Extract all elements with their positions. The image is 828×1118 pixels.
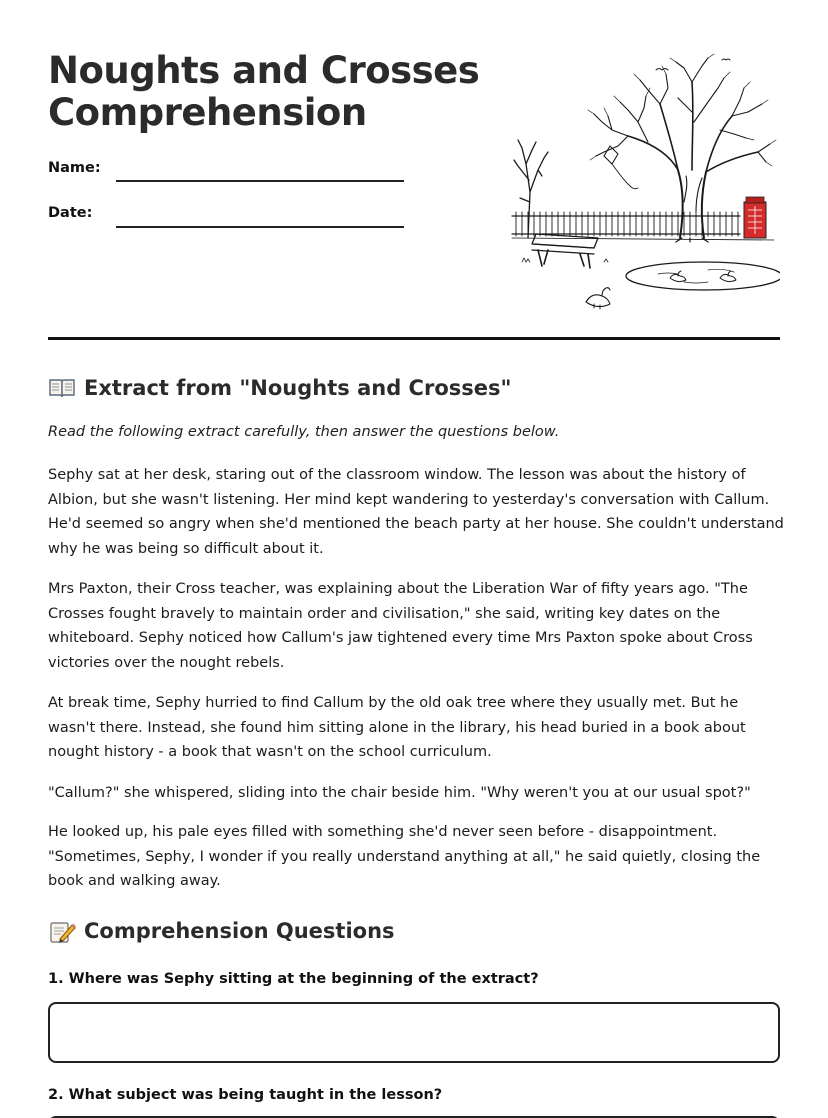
- extract-paragraph-5: He looked up, his pale eyes filled with something she'd never seen before - disappointment. "Sometimes, Sephy, I wonder if you really understand anything at all," he said quietly, closing the book and walking away.: [48, 824, 761, 889]
- extract-paragraph-4: "Callum?" she whispered, sliding into the chair beside him. "Why weren't you at our usual spot?": [48, 785, 751, 801]
- question-1-label: 1. Where was Sephy sitting at the beginning of the extract?: [48, 971, 539, 987]
- page-title: Noughts and Crosses Comprehension: [48, 49, 480, 134]
- questions-heading: [48, 919, 395, 943]
- question-1-answer-box[interactable]: [48, 1002, 780, 1063]
- park-tree-illustration: [508, 52, 780, 310]
- extract-paragraph-3: At break time, Sephy hurried to find Callum by the old oak tree where they usually met. But he wasn't there. Instead, she found him sitting alone in the library, his head buried in a book about nought history - a book that wasn't on the school curriculum.: [48, 695, 746, 760]
- date-label: Date:: [48, 205, 93, 221]
- name-label: Name:: [48, 160, 101, 176]
- memo-pencil-icon: [48, 919, 76, 943]
- question-2-label: 2. What subject was being taught in the lesson?: [48, 1087, 443, 1103]
- extract-paragraph-2: Mrs Paxton, their Cross teacher, was explaining about the Liberation War of fifty years ago. "The Crosses fought bravely to maintain order and civilisation," she said, writing key dates on the whiteboard. Sephy noticed how Callum's jaw tightened every time Mrs Paxton spoke about Cross victories over the nought rebels.: [48, 581, 753, 671]
- extract-paragraph-1: Sephy sat at her desk, staring out of the classroom window. The lesson was about the history of Albion, but she wasn't listening. Her mind kept wandering to yesterday's conversation with Callum. He'd seemed so angry when she'd mentioned the beach party at her house. She couldn't understand why he was being so difficult about it.: [48, 467, 784, 557]
- name-field[interactable]: [116, 180, 404, 182]
- open-book-icon: [48, 376, 76, 400]
- extract-heading-text: Extract from "Noughts and Crosses": [84, 376, 512, 400]
- extract-heading: [48, 376, 511, 400]
- instruction-text: Read the following extract carefully, then answer the questions below.: [48, 424, 560, 440]
- header-divider: [48, 337, 780, 340]
- date-field[interactable]: [116, 226, 404, 228]
- worksheet-header: [48, 48, 780, 308]
- questions-heading-text: Comprehension Questions: [84, 919, 395, 943]
